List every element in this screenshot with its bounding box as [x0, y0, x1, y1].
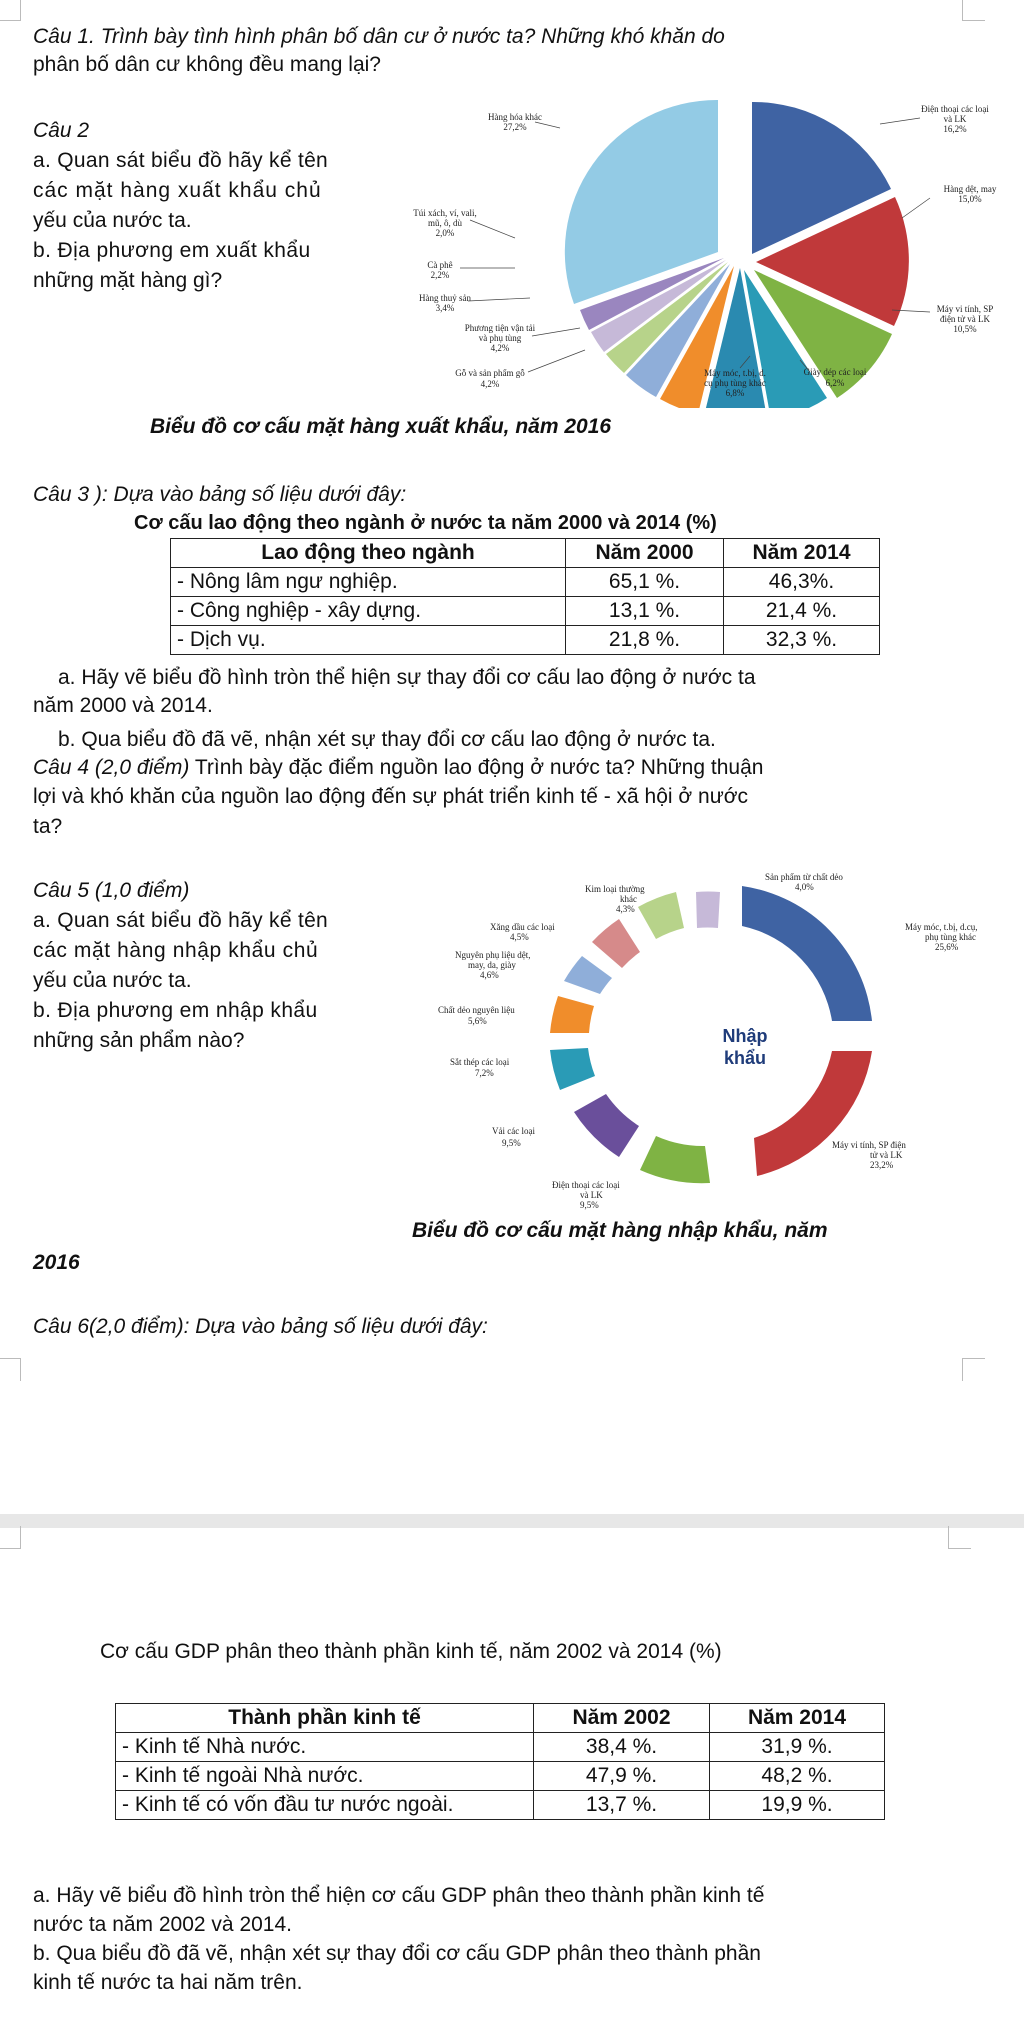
- labor-structure-table: [170, 538, 880, 655]
- table-cell: 38,4 %.: [534, 1733, 710, 1762]
- chart-label: 16,2%: [943, 124, 967, 134]
- donut-center-label: Nhập: [722, 1026, 768, 1046]
- labor-table-title: Cơ cấu lao động theo ngành ở nước ta năm 2000 và 2014 (%): [134, 512, 717, 534]
- table-header: Năm 2014: [724, 539, 880, 568]
- chart-label: Kim loại thường: [585, 884, 645, 894]
- table-cell: - Kinh tế Nhà nước.: [116, 1733, 534, 1762]
- gdp-table-title: Cơ cấu GDP phân theo thành phần kinh tế, năm 2002 và 2014 (%): [100, 1640, 722, 1663]
- import-donut-chart-svg: [400, 870, 1012, 1215]
- table-cell: - Dịch vụ.: [171, 626, 566, 655]
- question-1-line: [33, 51, 381, 79]
- chart-label: Phương tiện vận tải: [464, 323, 536, 333]
- table-row: [116, 1762, 885, 1791]
- table-header-row: [171, 539, 880, 568]
- chart-label: tử và LK: [870, 1150, 903, 1160]
- chart-label: Xăng dầu các loại: [490, 922, 555, 932]
- question-7-text: a. Hãy vẽ biểu đồ hình tròn thể hiện cơ cấu GDP phân theo thành phần kinh tế: [33, 1884, 765, 1907]
- chart-label: Điện thoại các loại: [552, 1180, 620, 1190]
- export-pie-chart-svg: [410, 98, 1015, 408]
- question-4-text: lợi và khó khăn của nguồn lao động đến sự phát triển kinh tế - xã hội ở nước: [33, 785, 749, 808]
- table-cell: 48,2 %.: [710, 1762, 885, 1791]
- chart-label: Hàng dệt, may: [943, 184, 997, 194]
- chart-label: Gỗ và sản phẩm gỗ: [455, 368, 525, 378]
- table-cell: - Kinh tế có vốn đầu tư nước ngoài.: [116, 1791, 534, 1820]
- question-7-text: nước ta năm 2002 và 2014.: [33, 1913, 292, 1936]
- document-page-2: [0, 1528, 1024, 2027]
- donut-center-label: khẩu: [723, 1048, 767, 1068]
- chart-label: Giày dép các loại: [803, 367, 867, 377]
- chart-label: Sắt thép các loại: [450, 1057, 510, 1067]
- chart-label: 2,2%: [430, 270, 450, 280]
- question-1-line: [33, 23, 725, 51]
- chart-label: 6,2%: [825, 378, 845, 388]
- table-header: Năm 2000: [566, 539, 724, 568]
- chart-label: 4,0%: [795, 882, 814, 892]
- question-4-text: Trình bày đặc điểm nguồn lao động ở nước ta? Những thuận: [189, 756, 764, 779]
- chart-label: 27,2%: [503, 122, 527, 132]
- chart-label: 4,2%: [480, 379, 500, 389]
- question-3-title: Câu 3 ): Dựa vào bảng số liệu dưới đây:: [33, 483, 407, 506]
- crop-mark: [0, 1526, 21, 1549]
- table-cell: 21,4 %.: [724, 597, 880, 626]
- question-2-text: yếu của nước ta.: [33, 209, 192, 232]
- table-cell: 21,8 %.: [566, 626, 724, 655]
- chart-label: và phụ tùng: [478, 333, 522, 343]
- table-header: Thành phần kinh tế: [116, 1704, 534, 1733]
- chart-label: Máy vi tính, SP: [936, 304, 994, 314]
- table-cell: - Kinh tế ngoài Nhà nước.: [116, 1762, 534, 1791]
- chart-label: Cà phê: [427, 260, 453, 270]
- question-3-text: b. Qua biểu đồ đã vẽ, nhận xét sự thay đổi cơ cấu lao động ở nước ta.: [58, 728, 716, 751]
- donut-slice-machinery: [742, 886, 872, 1021]
- question-6-title: Câu 6(2,0 điểm): Dựa vào bảng số liệu dưới đây:: [33, 1315, 488, 1338]
- table-row: [171, 568, 880, 597]
- crop-mark: [948, 1526, 971, 1549]
- question-3-text: năm 2000 và 2014.: [33, 694, 213, 717]
- table-row: [171, 626, 880, 655]
- chart-label: mũ, ô, dù: [427, 218, 463, 228]
- gdp-structure-table: [115, 1703, 885, 1820]
- chart-label: 23,2%: [870, 1160, 894, 1170]
- question-5-text: a. Quan sát biểu đồ hãy kể tên: [33, 909, 329, 932]
- question-4-label: Câu 4 (2,0 điểm): [33, 756, 190, 779]
- export-pie-chart: [410, 98, 1015, 408]
- chart-label: Điện thoại các loại: [921, 104, 989, 114]
- question-5-text: yếu của nước ta.: [33, 969, 192, 992]
- table-cell: - Nông lâm ngư nghiệp.: [171, 568, 566, 597]
- table-row: [116, 1733, 885, 1762]
- table-header-row: [116, 1704, 885, 1733]
- question-2-text: những mặt hàng gì?: [33, 269, 223, 292]
- chart-label: Nguyên phụ liệu dệt,: [455, 950, 531, 960]
- chart-label: cụ phụ tùng khác: [704, 378, 766, 388]
- chart-label: và LK: [580, 1190, 603, 1200]
- import-donut-chart: [400, 870, 1012, 1215]
- crop-mark: [962, 0, 985, 21]
- question-5-text: các mặt hàng nhập khẩu chủ: [33, 939, 319, 962]
- table-cell: 13,1 %.: [566, 597, 724, 626]
- donut-slice-computers: [754, 1051, 872, 1176]
- chart-label: Hàng hóa khác: [488, 112, 542, 122]
- chart-label: 5,6%: [468, 1016, 487, 1026]
- export-chart-caption: Biểu đồ cơ cấu mặt hàng xuất khẩu, năm 2016: [150, 415, 612, 438]
- chart-label: Sản phẩm từ chất dẻo: [765, 872, 843, 882]
- import-chart-caption: 2016: [33, 1251, 80, 1274]
- table-header: Lao động theo ngành: [171, 539, 566, 568]
- table-cell: 13,7 %.: [534, 1791, 710, 1820]
- donut-slice-plastics-products: [696, 892, 720, 928]
- question-5-text: những sản phẩm nào?: [33, 1029, 245, 1052]
- question-1-text: phân bố dân cư không đều mang lại?: [33, 53, 381, 76]
- question-7-text: kinh tế nước ta hai năm trên.: [33, 1971, 303, 1994]
- crop-mark: [0, 0, 21, 21]
- chart-label: Túi xách, ví, vali,: [413, 208, 477, 218]
- chart-label: Hàng thuỷ sản: [419, 293, 471, 303]
- question-1-text: Câu 1. Trình bày tình hình phân bố dân cư ở nước ta? Những khó khăn do: [33, 25, 725, 48]
- table-cell: 65,1 %.: [566, 568, 724, 597]
- chart-label: Máy móc, t.bị, d.: [704, 368, 766, 378]
- donut-slice-metals: [638, 892, 684, 939]
- chart-label: 15,0%: [958, 194, 982, 204]
- table-row: [171, 597, 880, 626]
- chart-label: 4,3%: [616, 904, 635, 914]
- table-cell: - Công nghiệp - xây dựng.: [171, 597, 566, 626]
- chart-label: 9,5%: [502, 1138, 521, 1148]
- table-row: [116, 1791, 885, 1820]
- donut-slice-steel: [550, 1048, 595, 1090]
- chart-label: 25,6%: [935, 942, 959, 952]
- table-cell: 32,3 %.: [724, 626, 880, 655]
- donut-slice-phones: [640, 1136, 710, 1183]
- table-header: Năm 2014: [710, 1704, 885, 1733]
- donut-slice-textile-materials: [564, 956, 612, 994]
- chart-label: Máy móc, t.bị, d.cụ,: [905, 922, 978, 932]
- question-4-text: ta?: [33, 815, 63, 838]
- chart-label: 6,8%: [725, 388, 745, 398]
- chart-label: Máy vi tính, SP điện: [832, 1140, 906, 1150]
- chart-label: 7,2%: [475, 1068, 494, 1078]
- question-2-text: a. Quan sát biểu đồ hãy kể tên: [33, 149, 329, 172]
- table-header: Năm 2002: [534, 1704, 710, 1733]
- table-cell: 19,9 %.: [710, 1791, 885, 1820]
- chart-label: 4,5%: [510, 932, 529, 942]
- table-cell: 31,9 %.: [710, 1733, 885, 1762]
- chart-label: 4,6%: [480, 970, 499, 980]
- chart-label: điện tử và LK: [939, 314, 991, 324]
- import-chart-caption: Biểu đồ cơ cấu mặt hàng nhập khẩu, năm: [412, 1219, 828, 1242]
- donut-slice-plastics-raw: [550, 996, 594, 1033]
- chart-label: 4,2%: [490, 343, 510, 353]
- question-2-text: các mặt hàng xuất khẩu chủ: [33, 179, 322, 202]
- chart-label: khác: [620, 894, 637, 904]
- page-separator: [0, 1392, 1024, 1528]
- question-3-text: a. Hãy vẽ biểu đồ hình tròn thể hiện sự thay đổi cơ cấu lao động ở nước ta: [58, 666, 756, 689]
- question-7-text: b. Qua biểu đồ đã vẽ, nhận xét sự thay đổi cơ cấu GDP phân theo thành phần: [33, 1942, 761, 1965]
- donut-slice-fabric: [574, 1094, 639, 1157]
- crop-mark: [962, 1358, 985, 1381]
- chart-label: 2,0%: [435, 228, 455, 238]
- chart-label: Chất dẻo nguyên liệu: [438, 1005, 515, 1015]
- donut-slice-fuel: [592, 919, 640, 968]
- chart-label: Vải các loại: [492, 1126, 535, 1136]
- chart-label: may, da, giày: [468, 960, 516, 970]
- chart-label: 3,4%: [435, 303, 455, 313]
- table-cell: 47,9 %.: [534, 1762, 710, 1791]
- chart-label: phụ tùng khác: [925, 932, 976, 942]
- chart-label: và LK: [943, 114, 967, 124]
- question-2-text: b. Địa phương em xuất khẩu: [33, 239, 311, 262]
- question-5-title: Câu 5 (1,0 điểm): [33, 879, 190, 902]
- chart-label: 9,5%: [580, 1200, 599, 1210]
- table-cell: 46,3%.: [724, 568, 880, 597]
- crop-mark: [0, 1358, 21, 1381]
- chart-label: 10,5%: [953, 324, 977, 334]
- question-5-text: b. Địa phương em nhập khẩu: [33, 999, 318, 1022]
- question-2-title: Câu 2: [33, 119, 90, 142]
